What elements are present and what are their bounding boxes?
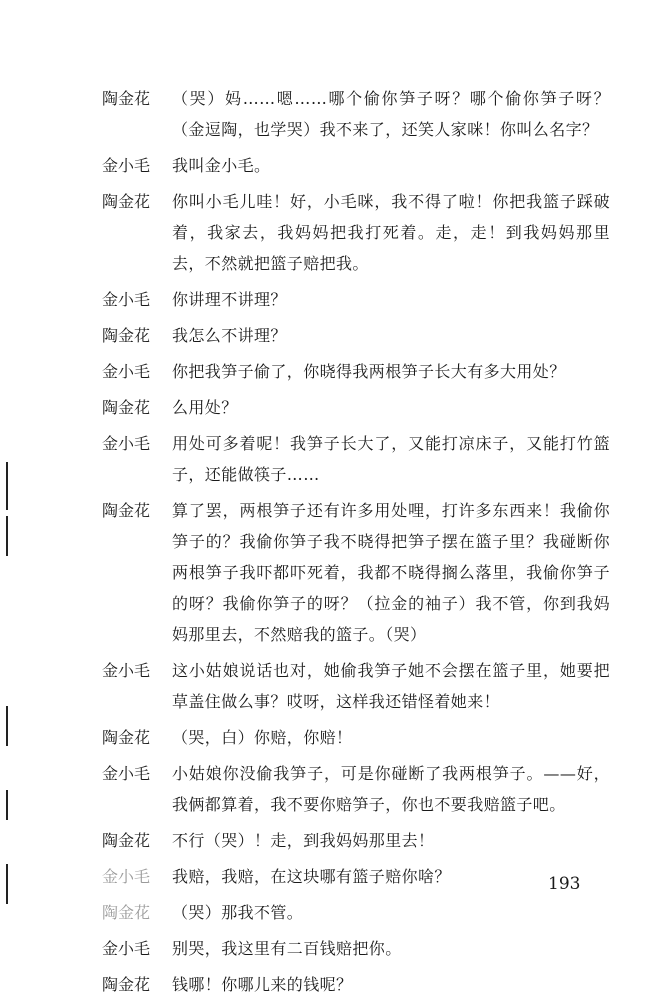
speaker-name: 金小毛 — [102, 156, 151, 175]
dialogue-entry — [102, 284, 610, 315]
speaker-name: 金小毛 — [102, 362, 151, 381]
speech-text: 你把我笋子偷了，你晓得我两根笋子长大有多大用处？ — [172, 362, 566, 381]
speech-text: 钱哪！你哪儿来的钱呢？ — [172, 975, 353, 994]
dialogue-entry — [102, 150, 610, 181]
speaker-name: 陶金花 — [102, 903, 151, 922]
speech-text: 算了罢，两根笋子还有许多用处哩，打许多东西来！我偷你笋子的？我偷你笋子我不晓得把笋子摆在篮子里？我碰断你两根笋子我吓都吓死着，我都不晓得搁么落里，我偷你笋子的呀？我偷你笋子的呀？（拉金的袖子）我不管，你到我妈妈那里去，不然赔我的篮子。（哭） — [172, 501, 610, 644]
speech-text: 么用处？ — [172, 398, 238, 417]
binding-shadow-mark — [6, 516, 8, 556]
speaker-name: 金小毛 — [102, 764, 151, 783]
speaker-name: 金小毛 — [102, 939, 151, 958]
speaker-name: 陶金花 — [102, 975, 151, 994]
speaker-name: 陶金花 — [102, 831, 151, 850]
dialogue-entry — [102, 825, 610, 856]
dialogue-entry — [102, 758, 610, 820]
speech-text: 用处可多着呢！我笋子长大了，又能打凉床子，又能打竹篮子，还能做筷子…… — [172, 434, 610, 484]
dialogue-entry — [102, 655, 610, 717]
speaker-name: 金小毛 — [102, 867, 151, 886]
speech-text: 这小姑娘说话也对，她偷我笋子她不会摆在篮子里，她要把草盖住做么事？哎呀，这样我还错怪着她来！ — [172, 661, 610, 711]
binding-shadow-mark — [6, 706, 8, 746]
speech-text: （哭）妈……嗯……哪个偷你笋子呀？哪个偷你笋子呀？（金逗陶，也学哭）我不来了，还笑人家咪！你叫么名字？ — [172, 89, 610, 139]
binding-shadow-mark — [6, 462, 8, 510]
dialogue-entry — [102, 392, 610, 423]
speech-text: （哭，白）你赔，你赔！ — [172, 728, 353, 747]
speech-text: 我赔，我赔，在这块哪有篮子赔你啥？ — [172, 867, 451, 886]
dialogue-entry — [102, 83, 610, 145]
speech-text: 小姑娘你没偷我笋子，可是你碰断了我两根笋子。——好，我俩都算着，我不要你赔笋子，你也不要我赔篮子吧。 — [172, 764, 610, 814]
speaker-name: 金小毛 — [102, 290, 151, 309]
speech-text: 你叫小毛儿哇！好，小毛咪，我不得了啦！你把我篮子踩破着，我家去，我妈妈把我打死着。走，走！到我妈妈那里去，不然就把篮子赔把我。 — [172, 192, 610, 273]
play-script — [102, 83, 610, 1005]
speaker-name: 陶金花 — [102, 501, 151, 520]
dialogue-entry — [102, 969, 610, 1000]
speaker-name: 金小毛 — [102, 661, 151, 680]
dialogue-entry — [102, 428, 610, 490]
speech-text: （哭）那我不管。 — [172, 903, 304, 922]
dialogue-entry — [102, 186, 610, 279]
speaker-name: 陶金花 — [102, 398, 151, 417]
binding-shadow-mark — [6, 790, 8, 820]
dialogue-entry — [102, 722, 610, 753]
speech-text: 我怎么不讲理？ — [172, 326, 287, 345]
speaker-name: 陶金花 — [102, 728, 151, 747]
dialogue-entry — [102, 897, 610, 928]
dialogue-entry — [102, 933, 610, 964]
dialogue-entry — [102, 356, 610, 387]
speaker-name: 陶金花 — [102, 89, 151, 108]
speaker-name: 陶金花 — [102, 326, 151, 345]
page-number: 193 — [548, 874, 581, 894]
speech-text: 你讲理不讲理？ — [172, 290, 287, 309]
binding-shadow-mark — [6, 864, 8, 904]
dialogue-entry — [102, 495, 610, 650]
speaker-name: 金小毛 — [102, 434, 151, 453]
dialogue-entry — [102, 861, 610, 892]
speech-text: 我叫金小毛。 — [172, 156, 271, 175]
dialogue-entry — [102, 320, 610, 351]
speech-text: 别哭，我这里有二百钱赔把你。 — [172, 939, 402, 958]
speech-text: 不行（哭）！走，到我妈妈那里去！ — [172, 831, 435, 850]
speaker-name: 陶金花 — [102, 192, 151, 211]
